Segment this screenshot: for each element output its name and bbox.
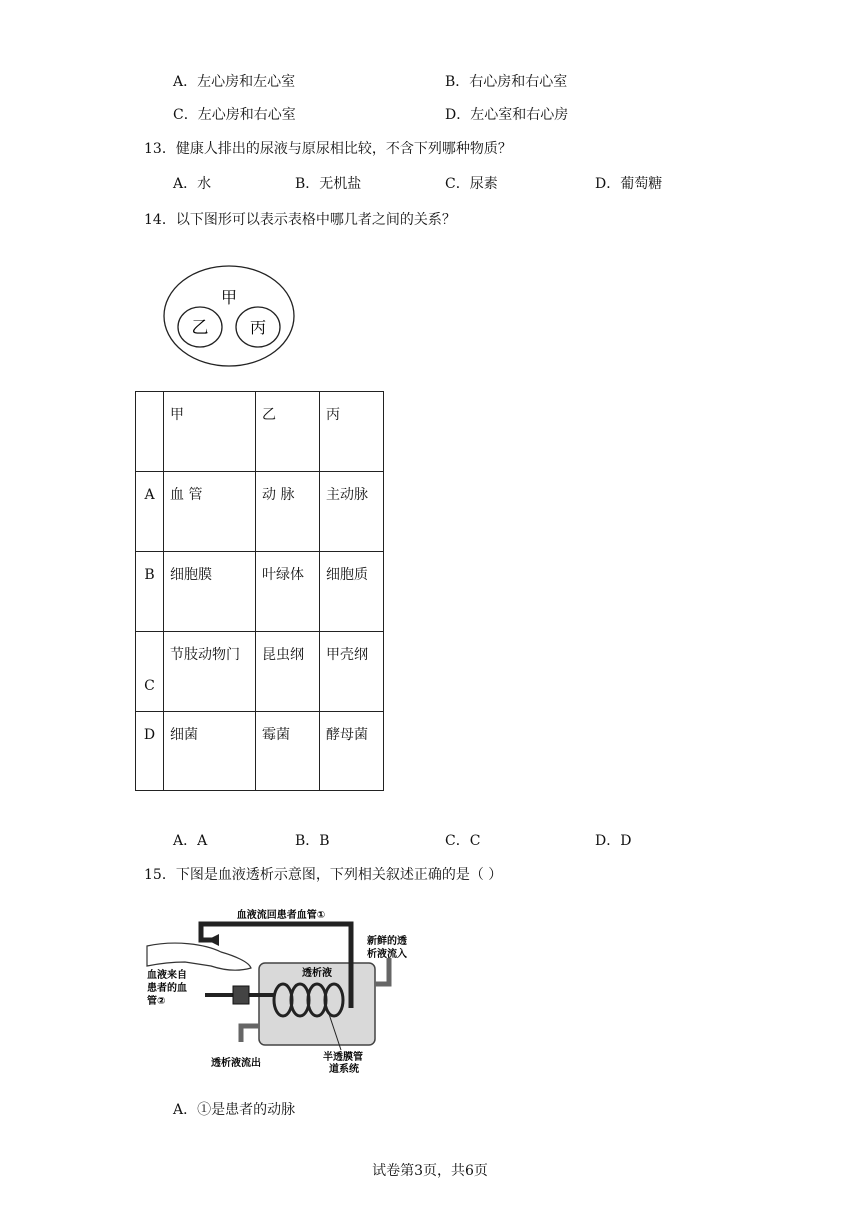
q14-option-a: A．A bbox=[173, 833, 208, 849]
q12-option-a: A．左心房和左心室 bbox=[173, 74, 296, 90]
table-cell: 动 脉 bbox=[256, 472, 320, 552]
venn-left-label: 乙 bbox=[191, 318, 209, 338]
q14-option-c: C．C bbox=[445, 833, 481, 849]
patient-hand bbox=[147, 943, 251, 970]
q13-option-b: B．无机盐 bbox=[295, 176, 362, 192]
table-cell: 血 管 bbox=[164, 472, 256, 552]
table-cell: C bbox=[136, 632, 164, 712]
table-cell: 甲壳纲 bbox=[320, 632, 384, 712]
label-membrane: 半透膜管 道系统 bbox=[323, 1052, 363, 1075]
table-cell: 细菌 bbox=[164, 712, 256, 791]
q14-stem: 14．以下图形可以表示表格中哪几者之间的关系？ bbox=[144, 212, 456, 228]
q12-option-c: C．左心房和右心室 bbox=[173, 107, 296, 123]
table-cell: B bbox=[136, 552, 164, 632]
blood-pump bbox=[233, 986, 249, 1004]
table-header-row bbox=[136, 392, 384, 472]
table-cell: 细胞质 bbox=[320, 552, 384, 632]
table-row bbox=[136, 552, 384, 632]
q14-option-b: B．B bbox=[295, 833, 330, 849]
dialysis-diagram bbox=[145, 900, 415, 1080]
table-cell: 节肢动物门 bbox=[164, 632, 256, 712]
venn-outer-circle bbox=[164, 266, 294, 366]
blood-return-arrow bbox=[207, 934, 219, 946]
table-cell: 昆虫纲 bbox=[256, 632, 320, 712]
table-cell: 甲 bbox=[164, 392, 256, 472]
label-fresh-dialysate: 新鲜的透 析液流入 bbox=[367, 936, 407, 960]
table-row bbox=[136, 472, 384, 552]
q14-option-d: D．D bbox=[595, 833, 632, 849]
page-footer: 试卷第3页，共6页 bbox=[372, 1163, 488, 1179]
q14-table bbox=[135, 391, 384, 791]
table-cell bbox=[136, 392, 164, 472]
venn-right-label: 丙 bbox=[249, 318, 267, 337]
table-cell: 乙 bbox=[256, 392, 320, 472]
dialysate-in-pipe bbox=[375, 958, 389, 984]
q15-stem: 15．下图是血液透析示意图，下列相关叙述正确的是（ ） bbox=[144, 867, 503, 883]
table-cell: 霉菌 bbox=[256, 712, 320, 791]
q13-stem: 13．健康人排出的尿液与原尿相比较，不含下列哪种物质？ bbox=[144, 141, 512, 157]
label-blood-source: 血液来自 患者的血 管② bbox=[147, 970, 187, 1007]
venn-outer-label: 甲 bbox=[220, 288, 238, 307]
label-blood-return: 血液流回患者血管① bbox=[236, 910, 326, 921]
q12-option-b: B．右心房和右心室 bbox=[445, 74, 568, 90]
table-cell: 酵母菌 bbox=[320, 712, 384, 791]
table-cell: 叶绿体 bbox=[256, 552, 320, 632]
q13-option-a: A．水 bbox=[173, 176, 212, 192]
q15-option-a: A．①是患者的动脉 bbox=[173, 1102, 296, 1118]
table-row bbox=[136, 712, 384, 791]
label-dialysate: 透析液 bbox=[302, 968, 332, 979]
table-cell: 主动脉 bbox=[320, 472, 384, 552]
table-cell: 丙 bbox=[320, 392, 384, 472]
table-row bbox=[136, 632, 384, 712]
q13-option-d: D．葡萄糖 bbox=[595, 176, 663, 192]
dialysate-out-pipe bbox=[241, 1026, 259, 1042]
table-cell: 细胞膜 bbox=[164, 552, 256, 632]
table-cell: A bbox=[136, 472, 164, 552]
table-cell: D bbox=[136, 712, 164, 791]
venn-diagram bbox=[160, 263, 300, 369]
q13-option-c: C．尿素 bbox=[445, 176, 498, 192]
q12-option-d: D．左心室和右心房 bbox=[445, 107, 569, 123]
label-dialysate-out: 透析液流出 bbox=[211, 1058, 261, 1069]
